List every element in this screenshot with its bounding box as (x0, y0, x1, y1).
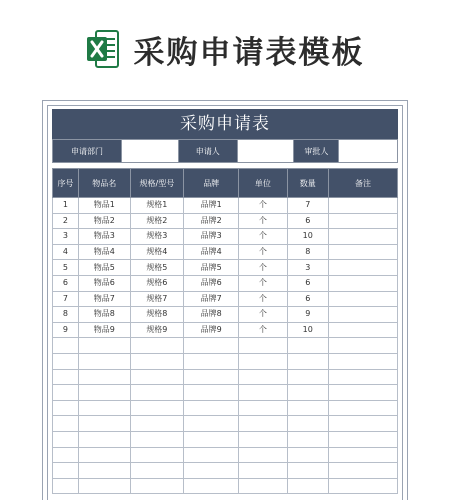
cell-brand[interactable] (184, 385, 239, 401)
cell-remark[interactable] (328, 447, 397, 463)
cell-index[interactable] (53, 478, 79, 494)
table-row (53, 229, 398, 245)
approver-field[interactable] (339, 140, 398, 163)
cell-qty[interactable] (287, 431, 328, 447)
cell-spec[interactable] (130, 431, 183, 447)
cell-unit[interactable] (239, 478, 287, 494)
cell-spec[interactable] (130, 385, 183, 401)
cell-index[interactable] (53, 385, 79, 401)
cell-qty[interactable]: 10 (287, 229, 328, 245)
cell-item[interactable]: 物品6 (78, 275, 130, 291)
cell-qty[interactable] (287, 463, 328, 479)
cell-index[interactable] (53, 431, 79, 447)
col-header-unit: 单位 (239, 169, 287, 198)
col-header-item: 物品名 (78, 169, 130, 198)
cell-brand[interactable]: 品牌3 (184, 229, 239, 245)
cell-qty[interactable]: 6 (287, 275, 328, 291)
cell-qty[interactable] (287, 447, 328, 463)
cell-unit[interactable]: 个 (239, 244, 287, 260)
dept-label: 申请部门 (53, 140, 122, 163)
cell-item[interactable]: 物品1 (78, 198, 130, 214)
cell-unit[interactable] (239, 369, 287, 385)
cell-remark[interactable] (328, 198, 397, 214)
sheet-frame (42, 100, 408, 500)
col-header-remark: 备注 (328, 169, 397, 198)
cell-item[interactable]: 物品3 (78, 229, 130, 245)
cell-index[interactable] (53, 447, 79, 463)
cell-spec[interactable]: 规格7 (130, 291, 183, 307)
sheet-title: 采购申请表 (52, 109, 398, 139)
cell-spec[interactable] (130, 400, 183, 416)
cell-index[interactable] (53, 338, 79, 354)
cell-remark[interactable] (328, 463, 397, 479)
cell-index[interactable] (53, 353, 79, 369)
cell-index[interactable]: 3 (53, 229, 79, 245)
cell-item[interactable] (78, 431, 130, 447)
cell-brand[interactable] (184, 400, 239, 416)
cell-qty[interactable] (287, 416, 328, 432)
table-row (53, 275, 398, 291)
cell-item[interactable]: 物品2 (78, 213, 130, 229)
table-row (53, 198, 398, 214)
cell-item[interactable]: 物品8 (78, 307, 130, 323)
cell-unit[interactable]: 个 (239, 213, 287, 229)
cell-remark[interactable] (328, 478, 397, 494)
cell-item[interactable]: 物品5 (78, 260, 130, 276)
cell-qty[interactable] (287, 478, 328, 494)
empty-table-row (53, 385, 398, 401)
approver-label: 审批人 (294, 140, 339, 163)
cell-remark[interactable] (328, 322, 397, 338)
table-body (53, 198, 398, 494)
cell-item[interactable]: 物品4 (78, 244, 130, 260)
cell-item[interactable]: 物品9 (78, 322, 130, 338)
cell-brand[interactable] (184, 431, 239, 447)
cell-spec[interactable]: 规格9 (130, 322, 183, 338)
cell-qty[interactable]: 9 (287, 307, 328, 323)
cell-brand[interactable]: 品牌4 (184, 244, 239, 260)
cell-remark[interactable] (328, 353, 397, 369)
table-row (53, 291, 398, 307)
cell-item[interactable] (78, 400, 130, 416)
col-header-spec: 规格/型号 (130, 169, 183, 198)
cell-qty[interactable]: 6 (287, 291, 328, 307)
cell-qty[interactable] (287, 400, 328, 416)
cell-qty[interactable]: 3 (287, 260, 328, 276)
col-header-index: 序号 (53, 169, 79, 198)
cell-index[interactable] (53, 369, 79, 385)
cell-spec[interactable]: 规格8 (130, 307, 183, 323)
cell-remark[interactable] (328, 369, 397, 385)
excel-icon (86, 29, 120, 69)
cell-qty[interactable]: 8 (287, 244, 328, 260)
col-header-qty: 数量 (287, 169, 328, 198)
cell-unit[interactable] (239, 353, 287, 369)
cell-spec[interactable]: 规格4 (130, 244, 183, 260)
cell-unit[interactable] (239, 338, 287, 354)
cell-item[interactable] (78, 369, 130, 385)
table-row (53, 260, 398, 276)
cell-unit[interactable]: 个 (239, 307, 287, 323)
cell-spec[interactable]: 规格3 (130, 229, 183, 245)
cell-item[interactable] (78, 385, 130, 401)
table-row (53, 213, 398, 229)
cell-index[interactable]: 1 (53, 198, 79, 214)
applicant-label: 申请人 (178, 140, 237, 163)
cell-unit[interactable] (239, 400, 287, 416)
cell-unit[interactable]: 个 (239, 322, 287, 338)
cell-remark[interactable] (328, 291, 397, 307)
cell-index[interactable] (53, 400, 79, 416)
cell-index[interactable]: 9 (53, 322, 79, 338)
cell-spec[interactable] (130, 338, 183, 354)
cell-item[interactable] (78, 416, 130, 432)
cell-remark[interactable] (328, 338, 397, 354)
cell-brand[interactable] (184, 338, 239, 354)
cell-unit[interactable] (239, 385, 287, 401)
cell-index[interactable]: 8 (53, 307, 79, 323)
cell-item[interactable] (78, 447, 130, 463)
cell-remark[interactable] (328, 400, 397, 416)
cell-brand[interactable] (184, 416, 239, 432)
cell-unit[interactable]: 个 (239, 198, 287, 214)
cell-item[interactable] (78, 463, 130, 479)
applicant-field[interactable] (237, 140, 294, 163)
header-banner (0, 0, 450, 98)
cell-spec[interactable]: 规格2 (130, 213, 183, 229)
cell-brand[interactable]: 品牌8 (184, 307, 239, 323)
cell-item[interactable] (78, 338, 130, 354)
cell-brand[interactable]: 品牌9 (184, 322, 239, 338)
cell-unit[interactable]: 个 (239, 229, 287, 245)
cell-remark[interactable] (328, 260, 397, 276)
empty-table-row (53, 463, 398, 479)
cell-remark[interactable] (328, 431, 397, 447)
table-row (53, 244, 398, 260)
cell-spec[interactable] (130, 416, 183, 432)
cell-index[interactable] (53, 463, 79, 479)
cell-remark[interactable] (328, 244, 397, 260)
empty-table-row (53, 431, 398, 447)
cell-brand[interactable]: 品牌5 (184, 260, 239, 276)
empty-table-row (53, 338, 398, 354)
cell-index[interactable]: 5 (53, 260, 79, 276)
empty-table-row (53, 353, 398, 369)
cell-brand[interactable] (184, 447, 239, 463)
cell-remark[interactable] (328, 385, 397, 401)
cell-brand[interactable]: 品牌6 (184, 275, 239, 291)
sheet-body (47, 105, 403, 500)
cell-brand[interactable]: 品牌1 (184, 198, 239, 214)
cell-item[interactable]: 物品7 (78, 291, 130, 307)
cell-spec[interactable]: 规格5 (130, 260, 183, 276)
cell-remark[interactable] (328, 229, 397, 245)
cell-remark[interactable] (328, 275, 397, 291)
cell-spec[interactable] (130, 369, 183, 385)
table-row (53, 307, 398, 323)
cell-index[interactable] (53, 416, 79, 432)
cell-remark[interactable] (328, 416, 397, 432)
cell-index[interactable]: 2 (53, 213, 79, 229)
cell-unit[interactable] (239, 431, 287, 447)
cell-spec[interactable] (130, 447, 183, 463)
cell-unit[interactable] (239, 447, 287, 463)
cell-brand[interactable] (184, 463, 239, 479)
cell-unit[interactable]: 个 (239, 275, 287, 291)
items-table (52, 168, 398, 494)
cell-brand[interactable] (184, 353, 239, 369)
cell-qty[interactable] (287, 338, 328, 354)
cell-brand[interactable] (184, 478, 239, 494)
cell-remark[interactable] (328, 307, 397, 323)
cell-brand[interactable]: 品牌7 (184, 291, 239, 307)
empty-table-row (53, 369, 398, 385)
empty-table-row (53, 416, 398, 432)
dept-field[interactable] (122, 140, 179, 163)
cell-qty[interactable] (287, 385, 328, 401)
table-header-row (53, 169, 398, 198)
cell-spec[interactable] (130, 353, 183, 369)
cell-qty[interactable] (287, 353, 328, 369)
cell-brand[interactable]: 品牌2 (184, 213, 239, 229)
cell-unit[interactable]: 个 (239, 291, 287, 307)
cell-remark[interactable] (328, 213, 397, 229)
cell-item[interactable] (78, 478, 130, 494)
cell-unit[interactable]: 个 (239, 260, 287, 276)
cell-spec[interactable]: 规格6 (130, 275, 183, 291)
cell-index[interactable]: 7 (53, 291, 79, 307)
table-row (53, 322, 398, 338)
cell-spec[interactable] (130, 463, 183, 479)
cell-qty[interactable]: 7 (287, 198, 328, 214)
page-title: 采购申请表模板 (133, 34, 365, 71)
info-table (52, 139, 398, 163)
empty-table-row (53, 447, 398, 463)
cell-index[interactable]: 6 (53, 275, 79, 291)
col-header-brand: 品牌 (184, 169, 239, 198)
cell-spec[interactable]: 规格1 (130, 198, 183, 214)
cell-index[interactable]: 4 (53, 244, 79, 260)
cell-item[interactable] (78, 353, 130, 369)
cell-spec[interactable] (130, 478, 183, 494)
empty-table-row (53, 478, 398, 494)
cell-qty[interactable]: 10 (287, 322, 328, 338)
cell-unit[interactable] (239, 463, 287, 479)
cell-qty[interactable]: 6 (287, 213, 328, 229)
cell-brand[interactable] (184, 369, 239, 385)
cell-unit[interactable] (239, 416, 287, 432)
empty-table-row (53, 400, 398, 416)
cell-qty[interactable] (287, 369, 328, 385)
